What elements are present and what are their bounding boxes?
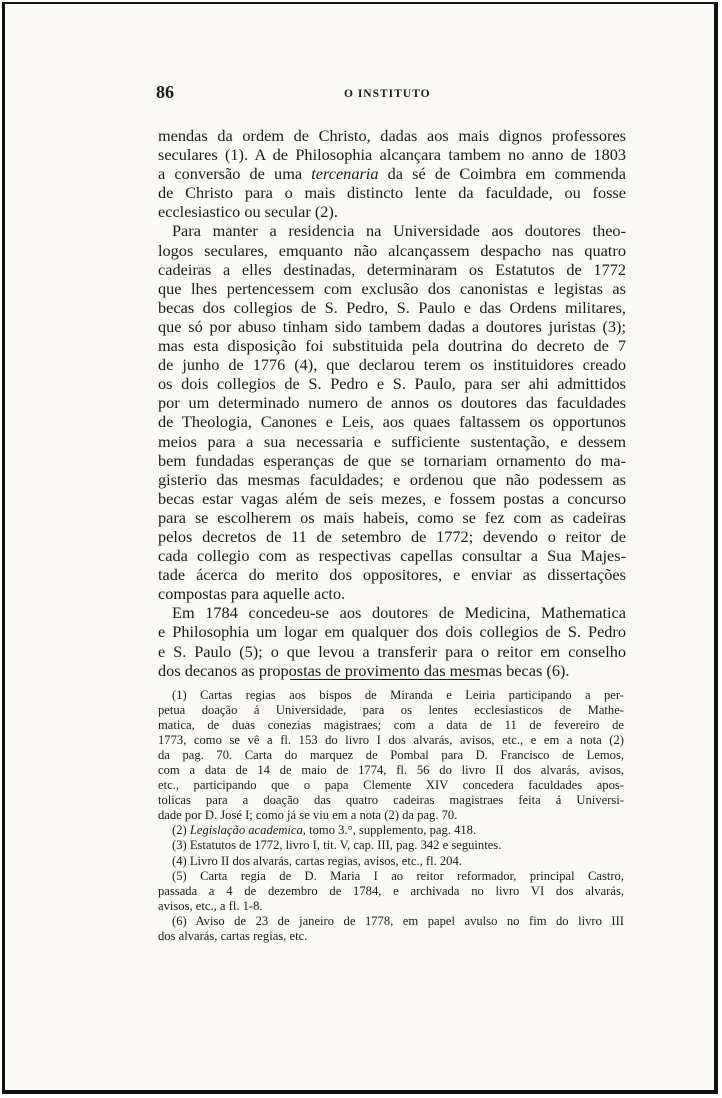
body-line: gisterio das mesmas faculdades; e ordenou que não podessem as <box>158 469 626 489</box>
body-line: dos decanos as propostas de provimento das mesmas becas (6). <box>158 660 570 680</box>
body-line: seculares (1). A de Philosophia alcançara tambem no anno de 1803 <box>158 145 626 165</box>
body-line: meios para a sua necessaria e sufficiente sustentação, e dessem <box>158 431 626 451</box>
body-line: por um determinado numero de annos os doutores das faculdades <box>158 393 626 413</box>
footnote-line: com a data de 14 de maio de 1774, fl. 56 do livro II dos alvarás, avisos, <box>158 763 624 778</box>
footnote-line: petua doação á Universidade, para os lentes ecclesiasticos de Mathe- <box>158 703 624 718</box>
body-line: Para manter a residencia na Universidade aos doutores theo- <box>172 221 626 241</box>
body-line: becas dos collegios de S. Pedro, S. Paulo e das Ordens militares, <box>158 297 626 317</box>
body-line: os dois collegios de S. Pedro e S. Paulo, para ser ahi admittidos <box>158 374 626 394</box>
footnote-line: 1773, como se vê a fl. 153 do livro I dos alvarás, avisos, etc., e em a nota (2) <box>158 733 624 748</box>
body-line: Em 1784 concedeu-se aos doutores de Medicina, Mathematica <box>172 603 626 623</box>
footnote-line: dade por D. José I; como já se viu em a nota (2) da pag. 70. <box>158 808 458 823</box>
footnote-line: (1) Cartas regias aos bispos de Miranda e Leiria participando a per- <box>172 688 624 702</box>
body-line: mendas da ordem de Christo, dadas aos mais dignos professores <box>158 126 626 145</box>
body-line: de junho de 1776 (4), que declarou terem os instituidores creado <box>158 355 626 375</box>
footnote-4: (4) Livro II dos alvarás, cartas regias, avisos, etc., fl. 204. <box>172 853 462 868</box>
page-header <box>156 82 626 106</box>
body-line: cadeiras a elles destinadas, determinaram os Estatutos de 1772 <box>158 259 626 279</box>
body-line: becas estar vagas além de seis mezes, e fossem postas a concurso <box>158 488 626 508</box>
footnotes <box>158 688 624 944</box>
body-line: mas esta disposição foi substituida pela doutrina do decreto de 7 <box>158 336 626 356</box>
body-text <box>158 126 626 680</box>
footnote-line: dos alvarás, cartas regias, etc. <box>158 928 308 943</box>
footnote-line: avisos, etc., a fl. 1-8. <box>158 898 263 913</box>
footnote-line: passada a 4 de dezembro de 1784, e archivada no livro VI dos alvarás, <box>158 883 624 898</box>
body-line: de Christo para o mais distincto lente da faculdade, ou fosse <box>158 183 626 203</box>
body-line: para se escolherem os mais habeis, como se fez com as cadeiras <box>158 507 626 527</box>
body-line: logos seculares, emquanto não alcançassem despacho nas quatro <box>158 240 626 260</box>
running-title: O INSTITUTO <box>344 88 431 100</box>
footnote-2 <box>158 823 624 838</box>
footnote-3: (3) Estatutos de 1772, livro I, tit. V, cap. III, pag. 342 e seguintes. <box>172 838 502 853</box>
footnote-line: etc., participando que o papa Clemente XIV concedera faculdades apos- <box>158 778 624 793</box>
body-line: que só por abuso tinham sido tambem dadas a doutores juristas (3); <box>158 316 626 336</box>
footnote-line: (5) Carta regia de D. Maria I ao reitor reformador, principal Castro, <box>172 868 624 883</box>
footnote-divider <box>290 679 480 680</box>
body-line: tade ácerca do merito dos oppositores, e enviar as dissertações <box>158 565 626 585</box>
body-line: e Philosophia um logar em qualquer dos dois collegios de S. Pedro <box>158 622 626 642</box>
footnote-line: (6) Aviso de 23 de janeiro de 1778, em papel avulso no fim do livro III <box>172 913 624 928</box>
footnote-2-title: Legislação academica, <box>189 823 306 838</box>
body-line: que lhes pertencessem com exclusão dos canonistas e legistas as <box>158 278 626 298</box>
body-line: cada collegio com as respectivas capellas consultar a Sua Majes- <box>158 546 626 566</box>
footnote-2-text: tomo 3.°, supplemento, pag. 418. <box>309 823 477 838</box>
body-line: ecclesiastico ou secular (2). <box>158 202 338 222</box>
footnote-line: matica, de duas conezias magistraes; com a data de 11 de fevereiro de <box>158 718 624 733</box>
footnote-2-number: (2) <box>172 823 187 838</box>
body-line: bem fundadas esperanças de que se tornariam ornamento do ma- <box>158 450 626 470</box>
body-line: compostas para aquelle acto. <box>158 584 346 604</box>
body-line: de Theologia, Canones e Leis, aos quaes faltassem os opportunos <box>158 412 626 432</box>
footnote-line: tolicas para a doação das quatro cadeiras magistraes feita á Universi- <box>158 793 624 808</box>
page-number: 86 <box>156 82 174 102</box>
body-line: a conversão de uma tercenaria da sé de Coimbra em commenda <box>158 164 626 184</box>
body-line: pelos decretos de 11 de setembro de 1772; devendo o reitor de <box>158 526 626 546</box>
body-line: e S. Paulo (5); o que levou a transferir para o reitor em conselho <box>158 641 626 661</box>
footnote-line: da pag. 70. Carta do marquez de Pombal para D. Francisco de Lemos, <box>158 748 624 763</box>
